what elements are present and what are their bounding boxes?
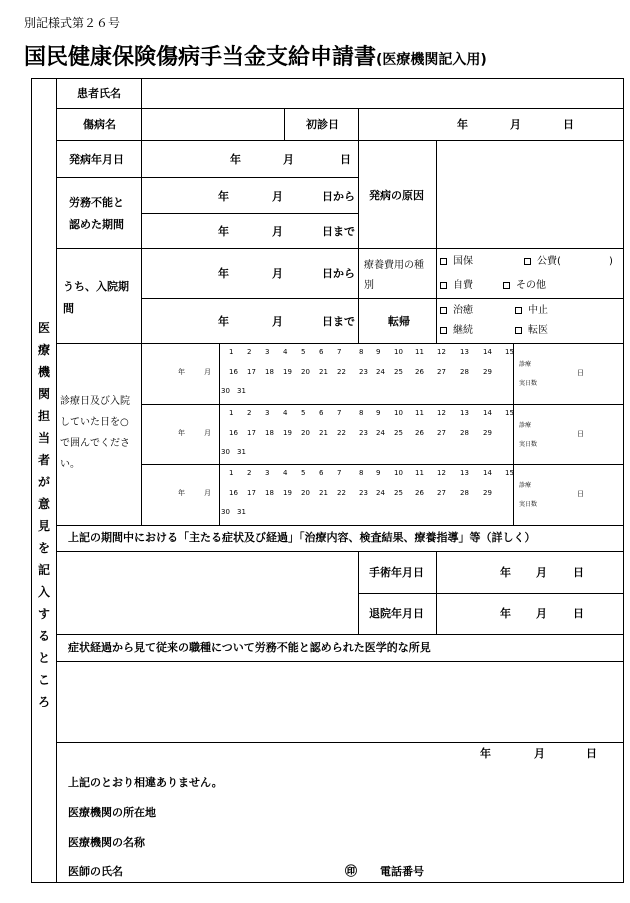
- calendar-day[interactable]: 16: [229, 489, 238, 497]
- calendar-day[interactable]: 4: [283, 348, 288, 356]
- calendar-day[interactable]: 7: [337, 469, 342, 477]
- option-kouhi-close: ): [609, 256, 613, 267]
- side-label-char: 医: [38, 321, 51, 335]
- calendar-day[interactable]: 3: [265, 469, 270, 477]
- visit-days-label-line: い。: [60, 459, 80, 470]
- title-subtitle: (医療機関記入用): [376, 52, 487, 68]
- calendar-day[interactable]: 23: [359, 368, 368, 376]
- cause-of-illness-label: 発病の原因: [369, 189, 424, 202]
- calendar-day[interactable]: 9: [376, 409, 381, 417]
- visit-days-label-line: 診療日及び入院: [60, 396, 130, 407]
- calendar-day[interactable]: 15: [505, 409, 514, 417]
- phone-label: 電話番号: [380, 865, 424, 878]
- medical-opinion-label: 症状経過から見て従来の職種について労務不能と認められた医学的な所見: [68, 641, 431, 654]
- calendar-day[interactable]: 1: [229, 409, 234, 417]
- calendar-day[interactable]: 5: [301, 409, 306, 417]
- checkbox-icon: [440, 282, 447, 289]
- calendar-day[interactable]: 6: [319, 348, 324, 356]
- calendar-day[interactable]: 7: [337, 348, 342, 356]
- calendar-day[interactable]: 23: [359, 489, 368, 497]
- clinical-course-label: 上記の期間中における「主たる症状及び経過」「治療内容、検査結果、療養指導」等（詳しく）: [68, 531, 536, 544]
- calendar-day[interactable]: 24: [376, 368, 385, 376]
- calendar-day[interactable]: 14: [483, 469, 492, 477]
- outcome-cured-label: 治癒: [453, 305, 473, 316]
- calendar-day[interactable]: 10: [394, 348, 403, 356]
- calendar-day[interactable]: 21: [319, 368, 328, 376]
- discharge-date-label: 退院年月日: [369, 607, 424, 620]
- checkbox-icon: [515, 307, 522, 314]
- calendar-days-label: 実日数: [519, 441, 538, 448]
- calendar-visit-label: 診療: [519, 482, 532, 489]
- calendar-day[interactable]: 6: [319, 409, 324, 417]
- discharge-day: 日: [573, 607, 584, 620]
- calendar-day[interactable]: 18: [265, 489, 274, 497]
- incapacity-from-month: 月: [272, 190, 283, 203]
- calendar-day[interactable]: 12: [437, 348, 446, 356]
- side-label-char: を: [38, 541, 51, 555]
- option-kouhi-label: 公費(: [537, 256, 561, 267]
- calendar-visit-label: 診療: [519, 422, 532, 429]
- incapacity-until-year: 年: [218, 225, 229, 238]
- outcome-cured[interactable]: [440, 306, 473, 316]
- side-label-char: ろ: [38, 695, 51, 709]
- calendar-day[interactable]: 28: [460, 489, 469, 497]
- outcome-stopped-label: 中止: [528, 305, 548, 316]
- calendar-day[interactable]: 15: [505, 469, 514, 477]
- calendar-day-unit: 日: [577, 369, 584, 377]
- calendar-day[interactable]: 4: [283, 469, 288, 477]
- calendar-day[interactable]: 22: [337, 368, 346, 376]
- calendar-day[interactable]: 11: [415, 348, 424, 356]
- side-label-char: 当: [38, 431, 51, 445]
- side-label-char: 関: [38, 387, 51, 401]
- hosp-until-day: 日まで: [322, 315, 355, 328]
- option-kouhi[interactable]: [524, 257, 561, 267]
- calendar-day[interactable]: 21: [319, 489, 328, 497]
- calendar-days-label: 実日数: [519, 380, 538, 387]
- calendar-day[interactable]: 24: [376, 489, 385, 497]
- calendar-month: 月: [204, 489, 211, 497]
- calendar-days-label: 実日数: [519, 501, 538, 508]
- calendar-day[interactable]: 12: [437, 469, 446, 477]
- side-label-char: す: [38, 607, 51, 621]
- calendar-day[interactable]: 19: [283, 429, 292, 437]
- calendar-day[interactable]: 30: [221, 508, 230, 516]
- calendar-day[interactable]: 6: [319, 469, 324, 477]
- institution-name-label: 医療機関の名称: [68, 836, 145, 849]
- cost-type-label-1: 療養費用の種: [364, 260, 424, 271]
- calendar-day[interactable]: 8: [359, 409, 364, 417]
- checkbox-icon: [515, 327, 522, 334]
- calendar-day[interactable]: 10: [394, 469, 403, 477]
- calendar-day[interactable]: 19: [283, 489, 292, 497]
- calendar-day[interactable]: 16: [229, 368, 238, 376]
- form-number: 別記様式第２６号: [24, 16, 121, 30]
- certify-statement: 上記のとおり相違ありません。: [68, 776, 223, 789]
- calendar-day[interactable]: 25: [394, 489, 403, 497]
- option-kokuho-label: 国保: [453, 256, 473, 267]
- patient-name-label: 患者氏名: [77, 87, 121, 100]
- calendar-day[interactable]: 13: [460, 409, 469, 417]
- calendar-day[interactable]: 17: [247, 429, 256, 437]
- calendar-day[interactable]: 14: [483, 348, 492, 356]
- checkbox-icon: [440, 327, 447, 334]
- calendar-day-unit: 日: [577, 490, 584, 498]
- calendar-month: 月: [204, 429, 211, 437]
- hosp-until-month: 月: [272, 315, 283, 328]
- calendar-day[interactable]: 26: [415, 429, 424, 437]
- calendar-day[interactable]: 31: [237, 508, 246, 516]
- side-label-char: 記: [38, 563, 51, 577]
- calendar-day[interactable]: 25: [394, 429, 403, 437]
- calendar-day[interactable]: 20: [301, 489, 310, 497]
- calendar-day[interactable]: 22: [337, 489, 346, 497]
- page-title: [24, 40, 487, 71]
- calendar-day[interactable]: 15: [505, 348, 514, 356]
- side-label-char: こ: [38, 673, 51, 687]
- discharge-month: 月: [536, 607, 547, 620]
- calendar-day[interactable]: 28: [460, 368, 469, 376]
- first-visit-year: 年: [457, 118, 468, 131]
- hospitalization-label-2: 間: [63, 302, 74, 315]
- calendar-day[interactable]: 19: [283, 368, 292, 376]
- calendar-year: 年: [178, 489, 185, 497]
- calendar-day[interactable]: 14: [483, 409, 492, 417]
- calendar-day[interactable]: 27: [437, 429, 446, 437]
- calendar-day[interactable]: 13: [460, 469, 469, 477]
- checkbox-icon: [503, 282, 510, 289]
- incapacity-from-day: 日から: [322, 190, 355, 203]
- checkbox-icon: [440, 258, 447, 265]
- calendar-day-unit: 日: [577, 430, 584, 438]
- institution-address-label: 医療機関の所在地: [68, 806, 156, 819]
- calendar-day[interactable]: 5: [301, 469, 306, 477]
- onset-month: 月: [283, 153, 294, 166]
- checkbox-icon: [524, 258, 531, 265]
- calendar-day[interactable]: 8: [359, 348, 364, 356]
- side-label-char: 意: [38, 497, 51, 511]
- calendar-day[interactable]: 30: [221, 387, 230, 395]
- calendar-day[interactable]: 24: [376, 429, 385, 437]
- side-label-char: 機: [38, 365, 51, 379]
- calendar-day[interactable]: 27: [437, 368, 446, 376]
- doctor-name-label: 医師の氏名: [68, 865, 123, 878]
- calendar-day[interactable]: 23: [359, 429, 368, 437]
- sign-day: 日: [586, 747, 597, 760]
- side-label-char: 者: [38, 453, 51, 467]
- outcome-continuing[interactable]: [440, 326, 473, 336]
- surgery-month: 月: [536, 566, 547, 579]
- calendar-day[interactable]: 28: [460, 429, 469, 437]
- calendar-day[interactable]: 4: [283, 409, 288, 417]
- incapacity-from-year: 年: [218, 190, 229, 203]
- first-visit-day: 日: [563, 118, 574, 131]
- surgery-day: 日: [573, 566, 584, 579]
- calendar-day[interactable]: 21: [319, 429, 328, 437]
- incapacity-until-month: 月: [272, 225, 283, 238]
- disease-name-label: 傷病名: [83, 118, 116, 131]
- calendar-day[interactable]: 2: [247, 469, 252, 477]
- calendar-day[interactable]: 20: [301, 368, 310, 376]
- calendar-year: 年: [178, 429, 185, 437]
- title-text: 国民健康保険傷病手当金支給申請書: [24, 45, 377, 70]
- calendar-day[interactable]: 11: [415, 469, 424, 477]
- calendar-day[interactable]: 9: [376, 348, 381, 356]
- calendar-day[interactable]: 26: [415, 489, 424, 497]
- work-incapacity-label-1: 労務不能と: [69, 196, 124, 209]
- calendar-day[interactable]: 26: [415, 368, 424, 376]
- calendar-month: 月: [204, 368, 211, 376]
- calendar-visit-label: 診療: [519, 361, 532, 368]
- onset-year: 年: [230, 153, 241, 166]
- calendar-day[interactable]: 31: [237, 448, 246, 456]
- calendar-day[interactable]: 10: [394, 409, 403, 417]
- work-incapacity-label-2: 認めた期間: [69, 218, 124, 231]
- option-jihi[interactable]: [440, 281, 473, 291]
- calendar-day[interactable]: 2: [247, 409, 252, 417]
- calendar-day[interactable]: 18: [265, 368, 274, 376]
- calendar-day[interactable]: 9: [376, 469, 381, 477]
- surgery-date-label: 手術年月日: [369, 566, 424, 579]
- outcome-continuing-label: 継続: [453, 325, 473, 336]
- calendar-day[interactable]: 1: [229, 348, 234, 356]
- calendar-day[interactable]: 13: [460, 348, 469, 356]
- outcome-transfer-label: 転医: [528, 325, 548, 336]
- hosp-from-month: 月: [272, 267, 283, 280]
- outcome-stopped[interactable]: [515, 306, 548, 316]
- option-other-label: その他: [516, 280, 546, 291]
- calendar-day[interactable]: 29: [483, 368, 492, 376]
- calendar-day[interactable]: 3: [265, 348, 270, 356]
- calendar-day[interactable]: 5: [301, 348, 306, 356]
- visit-days-label-line: していた日を○: [60, 417, 129, 428]
- side-label-char: 見: [38, 519, 51, 533]
- calendar-day[interactable]: 18: [265, 429, 274, 437]
- incapacity-until-day: 日まで: [322, 225, 355, 238]
- hosp-from-year: 年: [218, 267, 229, 280]
- onset-date-label: 発病年月日: [69, 153, 124, 166]
- visit-days-label-line: で囲んでくださ: [60, 438, 130, 449]
- calendar-day[interactable]: 27: [437, 489, 446, 497]
- calendar-day[interactable]: 29: [483, 429, 492, 437]
- calendar-day[interactable]: 3: [265, 409, 270, 417]
- option-kokuho[interactable]: [440, 257, 473, 267]
- first-visit-month: 月: [510, 118, 521, 131]
- side-label-char: 入: [38, 585, 51, 599]
- calendar-day[interactable]: 7: [337, 409, 342, 417]
- outcome-transfer[interactable]: [515, 326, 548, 336]
- seal-mark: ㊞: [345, 864, 358, 878]
- calendar-day[interactable]: 12: [437, 409, 446, 417]
- checkbox-icon: [440, 307, 447, 314]
- discharge-year: 年: [500, 607, 511, 620]
- option-other[interactable]: [503, 281, 546, 291]
- onset-day: 日: [340, 153, 351, 166]
- calendar-day[interactable]: 20: [301, 429, 310, 437]
- surgery-year: 年: [500, 566, 511, 579]
- calendar-day[interactable]: 8: [359, 469, 364, 477]
- outcome-label: 転帰: [388, 315, 410, 328]
- first-visit-label: 初診日: [306, 118, 339, 131]
- hospitalization-label-1: うち、入院期: [63, 280, 129, 293]
- side-label-char: と: [38, 651, 51, 665]
- calendar-day[interactable]: 22: [337, 429, 346, 437]
- option-jihi-label: 自費: [453, 280, 473, 291]
- side-label-char: る: [38, 629, 51, 643]
- calendar-day[interactable]: 31: [237, 387, 246, 395]
- calendar-day[interactable]: 30: [221, 448, 230, 456]
- calendar-day[interactable]: 1: [229, 469, 234, 477]
- side-label-char: 担: [38, 409, 51, 423]
- cost-type-label-2: 別: [364, 280, 374, 291]
- calendar-day[interactable]: 17: [247, 368, 256, 376]
- calendar-day[interactable]: 16: [229, 429, 238, 437]
- calendar-day[interactable]: 25: [394, 368, 403, 376]
- sign-year: 年: [480, 747, 491, 760]
- side-label-char: 療: [38, 343, 51, 357]
- hosp-from-day: 日から: [322, 267, 355, 280]
- hosp-until-year: 年: [218, 315, 229, 328]
- calendar-day[interactable]: 11: [415, 409, 424, 417]
- calendar-day[interactable]: 2: [247, 348, 252, 356]
- side-label-char: が: [38, 475, 51, 489]
- calendar-day[interactable]: 29: [483, 489, 492, 497]
- sign-month: 月: [534, 747, 545, 760]
- calendar-day[interactable]: 17: [247, 489, 256, 497]
- calendar-year: 年: [178, 368, 185, 376]
